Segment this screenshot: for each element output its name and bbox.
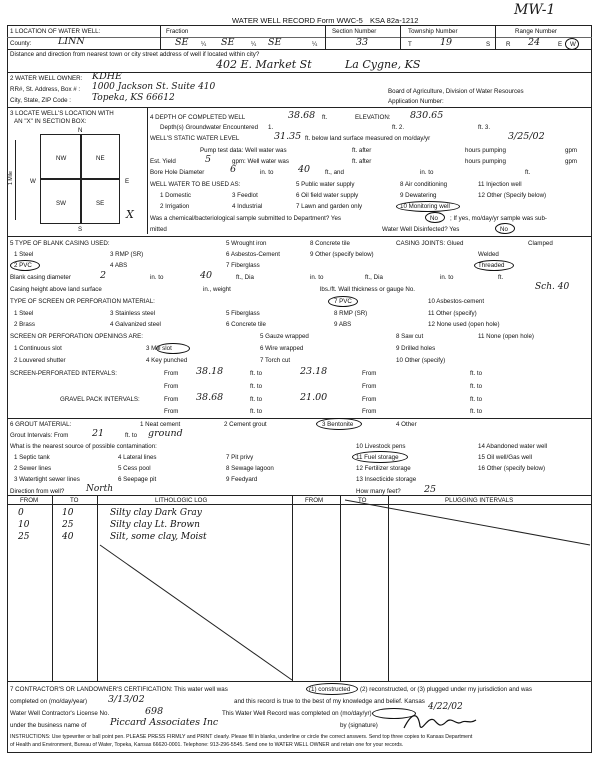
pump-hours: hours pumping xyxy=(465,147,506,154)
dir-label: Direction from well? xyxy=(10,488,65,495)
grout-1: 1 Neat cement xyxy=(140,421,181,428)
open-10: 10 Other (specify) xyxy=(396,357,446,364)
s2-title: 2 WATER WELL OWNER: xyxy=(10,75,83,82)
depth-label: 4 DEPTH OF COMPLETED WELL xyxy=(150,114,246,121)
diam-value: 2 xyxy=(100,270,107,281)
completed-label: completed on (mo/day/year) xyxy=(10,698,88,705)
township-t: T xyxy=(408,41,412,48)
casing-4: 4 ABS xyxy=(110,262,128,269)
screen-1: 1 Steel xyxy=(14,310,34,317)
open-4: 4 Key punched xyxy=(146,357,188,364)
use-7: 7 Lawn and garden only xyxy=(296,203,363,210)
completed-value: 3/13/02 xyxy=(108,694,145,705)
casing-6: 6 Asbestos-Cement xyxy=(226,251,280,258)
casing-5: 5 Wrought iron xyxy=(226,240,267,247)
table-row-from: 25 xyxy=(18,532,30,542)
log-header-from: FROM xyxy=(20,497,39,504)
instructions-line1: INSTRUCTIONS: Use typewriter or ball point pen. PLEASE PRESS FIRMLY and PRINT clearly. Please fill in blanks, underline or circle the correct answers. Send top three copies to Kansas Department xyxy=(10,734,473,740)
contam-15: 15 Oil well/Gas well xyxy=(478,454,532,461)
depth-ft: ft. xyxy=(322,114,328,121)
screen-label: TYPE OF SCREEN OR PERFORATION MATERIAL: xyxy=(10,298,155,305)
table-row-from: 10 xyxy=(18,520,30,530)
bore-ft: ft. xyxy=(525,169,531,176)
diam-ft-dia2: ft., Dia xyxy=(365,274,383,281)
chem-mitted: mitted xyxy=(150,226,167,233)
diam-in-to: in. to xyxy=(150,274,164,281)
range-label: Range Number xyxy=(515,28,557,35)
gp-from-label: From xyxy=(164,396,179,403)
joints-welded: Welded xyxy=(478,251,499,258)
contam-6: 6 Seepage pit xyxy=(118,476,157,483)
cert-constructed: (1) constructed xyxy=(309,686,351,693)
contam-14: 14 Abandoned water well xyxy=(478,443,548,450)
owner-value: KDHE xyxy=(92,71,122,82)
diam-ft-dia: ft., Dia xyxy=(236,274,254,281)
yield-hours: hours pumping xyxy=(465,158,506,165)
location-x: X xyxy=(126,208,134,221)
table-row-desc: Silty clay Dark Gray xyxy=(110,508,202,518)
screen-12: 12 None used (open hole) xyxy=(428,321,500,328)
bore-in-to: in. to xyxy=(260,169,274,176)
signature-icon xyxy=(400,708,480,734)
gp-from-label2: From xyxy=(362,396,377,403)
open-2: 2 Louvered shutter xyxy=(14,357,66,364)
county-label: County: xyxy=(10,40,32,47)
quad-se: SE xyxy=(96,200,105,207)
cert-rest: (2) reconstructed, or (3) plugged under my jurisdiction and was xyxy=(360,686,532,693)
contam-3: 3 Watertight sewer lines xyxy=(14,476,80,483)
gw-label: Depth(s) Groundwater Encountered xyxy=(160,124,259,131)
use-12: 12 Other (Specify below) xyxy=(478,192,547,199)
use-1: 1 Domestic xyxy=(160,192,191,199)
screen-5: 5 Fiberglass xyxy=(226,310,260,317)
yield-gpm: gpm: Well water was xyxy=(232,158,289,165)
license-label: Water Well Contractor's License No. xyxy=(10,710,110,717)
open-11: 11 None (open hole) xyxy=(478,333,534,340)
log-header-plugging: PLUGGING INTERVALS xyxy=(445,497,514,504)
bore-label: Bore Hole Diameter xyxy=(150,169,205,176)
well-city: La Cygne, KS xyxy=(345,58,421,71)
bore-ft-and: ft., and xyxy=(325,169,344,176)
section-value: 33 xyxy=(356,37,369,48)
howmany-label: How many feet? xyxy=(356,488,401,495)
street-value: 1000 Jackson St. Suite 410 xyxy=(92,82,216,92)
screen-8: 8 RMP (SR) xyxy=(334,310,368,317)
form-title: WATER WELL RECORD xyxy=(232,16,316,25)
bore-to: 40 xyxy=(298,164,311,175)
wall-label: lbs./ft. Wall thickness or gauge No. xyxy=(320,286,416,293)
quarter-mark-2: ¼ xyxy=(251,41,257,48)
gauge-value: Sch. 40 xyxy=(535,282,570,292)
s3-title2: AN "X" IN SECTION BOX: xyxy=(14,118,87,125)
static-after: ft. below land surface measured on mo/day/yr xyxy=(305,135,431,142)
gp-ft-to: ft. to xyxy=(250,396,263,403)
spi-from-label4: From xyxy=(362,383,377,390)
grout-2: 2 Cement grout xyxy=(224,421,267,428)
use-label: WELL WATER TO BE USED AS: xyxy=(150,181,241,188)
open-1: 1 Continuous slot xyxy=(14,345,62,352)
range-r: R xyxy=(506,41,511,48)
section-label: Section Number xyxy=(332,28,377,35)
bore-value: 6 xyxy=(230,164,237,175)
log-header-lith: LITHOLOGIC LOG xyxy=(155,497,208,504)
casing-2: 2 PVC xyxy=(14,262,32,269)
contam-5: 5 Cess pool xyxy=(118,465,151,472)
cert-true-text: and this record is true to the best of my knowledge and belief. Kansas xyxy=(234,698,425,705)
log-header-from2: FROM xyxy=(305,497,324,504)
spi-ft-to3: ft. to xyxy=(250,383,263,390)
screen-10: 10 Asbestos-cement xyxy=(428,298,485,305)
compass-n: N xyxy=(78,127,83,134)
gw-2: ft. 2. xyxy=(392,124,405,131)
pump-ft-after: ft. after xyxy=(352,147,372,154)
screen-6: 6 Concrete tile xyxy=(226,321,266,328)
gp-ft-to4: ft. to xyxy=(470,408,483,415)
contam-13: 13 Insecticide storage xyxy=(356,476,417,483)
gp-from: 38.68 xyxy=(196,392,224,403)
pump-gpm: gpm xyxy=(565,147,578,154)
howmany-value: 25 xyxy=(424,484,437,495)
business-value: Piccard Associates Inc xyxy=(110,717,219,728)
spi-ft-to: ft. to xyxy=(250,370,263,377)
use-9: 9 Dewatering xyxy=(400,192,437,199)
contam-11: 11 Fuel storage xyxy=(356,454,399,461)
use-5: 5 Public water supply xyxy=(296,181,355,188)
height-weight: in., weight xyxy=(203,286,231,293)
compass-w: W xyxy=(30,178,36,185)
casing-8: 8 Concrete tile xyxy=(310,240,350,247)
diam-in-to3: in. to xyxy=(440,274,454,281)
gw-1: 1. xyxy=(268,124,274,131)
gi-from: 21 xyxy=(92,428,105,439)
use-6: 6 Oil field water supply xyxy=(296,192,359,199)
gp-label: GRAVEL PACK INTERVALS: xyxy=(60,396,140,403)
quad-nw: NW xyxy=(56,155,67,162)
table-row-to: 10 xyxy=(62,508,74,518)
open-5: 5 Gauze wrapped xyxy=(260,333,309,340)
ksa-number: KSA 82a-1212 xyxy=(370,16,419,25)
joints-threaded: Threaded xyxy=(478,262,505,269)
gp-ft-to2: ft. to xyxy=(470,396,483,403)
contam-10: 10 Livestock pens xyxy=(356,443,406,450)
fraction-2: SE xyxy=(221,37,235,48)
fraction-3: SE xyxy=(268,37,282,48)
depth-value: 38.68 xyxy=(288,110,316,121)
gp-from-label4: From xyxy=(362,408,377,415)
compass-s: S xyxy=(78,226,83,233)
spi-from: 38.18 xyxy=(196,366,224,377)
joints-label: CASING JOINTS: Glued xyxy=(396,240,464,247)
city-label: City, State, ZIP Code : xyxy=(10,97,71,104)
screen-7: 7 PVC xyxy=(334,298,352,305)
casing-1: 1 Steel xyxy=(14,251,34,258)
application-label: Application Number: xyxy=(388,98,444,105)
elev-value: 830.65 xyxy=(410,110,444,121)
casing-9: 9 Other (specify below) xyxy=(310,251,374,258)
well-address: 402 E. Market St xyxy=(216,58,312,71)
gi-label: Grout Intervals: From xyxy=(10,432,69,439)
table-row-desc: Silty clay Lt. Brown xyxy=(110,520,200,530)
joints-clamped: Clamped xyxy=(528,240,553,247)
openings-label: SCREEN OR PERFORATION OPENINGS ARE: xyxy=(10,333,143,340)
signature-label: by (signature) xyxy=(340,722,378,729)
s5-title: 5 TYPE OF BLANK CASING USED: xyxy=(10,240,110,247)
dir-value: North xyxy=(86,484,114,494)
yield-ft-after: ft. after xyxy=(352,158,372,165)
yield-value: 5 xyxy=(205,154,212,165)
chem-no: No xyxy=(430,215,438,222)
board-label: Board of Agriculture, Division of Water Resources xyxy=(388,88,524,95)
bore-in-to2: in. to xyxy=(420,169,434,176)
spi-from-label3: From xyxy=(164,383,179,390)
citystate-value: Topeka, KS 66612 xyxy=(92,93,175,103)
use-8: 8 Air conditioning xyxy=(400,181,448,188)
elev-label: ELEVATION: xyxy=(355,114,391,121)
record-date: 4/22/02 xyxy=(428,702,463,712)
casing-3: 3 RMP (SR) xyxy=(110,251,144,258)
grout-3: 3 Bentonite xyxy=(322,421,354,428)
rr-label: RR#, St. Address, Box # : xyxy=(10,86,81,93)
open-3: 3 Mill slot xyxy=(146,345,172,352)
compass-e: E xyxy=(125,178,130,185)
static-date: 3/25/02 xyxy=(508,131,545,142)
mile-label: 1 Mile xyxy=(8,171,14,185)
table-row-to: 40 xyxy=(62,532,74,542)
quad-ne: NE xyxy=(96,155,105,162)
open-8: 8 Saw cut xyxy=(396,333,424,340)
chem-ifyes: ; If yes, mo/day/yr sample was sub- xyxy=(450,215,547,222)
log-header-to2: TO xyxy=(358,497,367,504)
contam-9: 9 Feedyard xyxy=(226,476,258,483)
range-e: E xyxy=(558,41,563,48)
disinf-no: No xyxy=(500,226,508,233)
contam-16: 16 Other (specify below) xyxy=(478,465,546,472)
use-10: 10 Monitoring well xyxy=(400,203,450,210)
range-w: W xyxy=(570,41,576,48)
chem-label: Was a chemical/bacteriological sample submitted to Department? Yes xyxy=(150,215,341,222)
gi-ft-to: ft. to xyxy=(125,432,138,439)
use-11: 11 Injection well xyxy=(478,181,522,188)
spi-from-label2: From xyxy=(362,370,377,377)
quarter-mark-3: ¼ xyxy=(312,41,318,48)
open-9: 9 Drilled holes xyxy=(396,345,436,352)
contam-8: 8 Sewage lagoon xyxy=(226,465,274,472)
contam-12: 12 Fertilizer storage xyxy=(356,465,411,472)
grout-4: 4 Other xyxy=(396,421,417,428)
table-row-to: 25 xyxy=(62,520,74,530)
range-value: 24 xyxy=(528,37,541,48)
gw-3: ft. 3. xyxy=(478,124,491,131)
quarter-mark-1: ¼ xyxy=(201,41,207,48)
county-value: LINN xyxy=(58,36,85,47)
gp-from-label3: From xyxy=(164,408,179,415)
contam-7: 7 Pit privy xyxy=(226,454,254,461)
s1-title: 1 LOCATION OF WATER WELL: xyxy=(10,28,101,35)
business-label: under the business name of xyxy=(10,722,87,729)
screen-4: 4 Galvanized steel xyxy=(110,321,161,328)
diam-in-to2: in. to xyxy=(310,274,324,281)
contam-4: 4 Lateral lines xyxy=(118,454,157,461)
township-s: S xyxy=(486,41,491,48)
use-4: 4 Industrial xyxy=(232,203,263,210)
height-label: Casing height above land surface xyxy=(10,286,102,293)
license-value: 698 xyxy=(145,706,164,717)
contam-2: 2 Sewer lines xyxy=(14,465,52,472)
disinf-label: Water Well Disinfected? Yes xyxy=(382,226,460,233)
diam-label: Blank casing diameter xyxy=(10,274,71,281)
static-value: 31.35 xyxy=(274,131,302,142)
quad-sw: SW xyxy=(56,200,66,207)
use-3: 3 Feedlot xyxy=(232,192,258,199)
yield-gpm-end: gpm xyxy=(565,158,578,165)
s7-title: 7 CONTRACTOR'S OR LANDOWNER'S CERTIFICATION: This water well was xyxy=(10,686,228,693)
diam-to: 40 xyxy=(200,270,213,281)
screen-3: 3 Stainless steel xyxy=(110,310,156,317)
distance-label: Distance and direction from nearest town or city street address of well if located within city? xyxy=(10,51,260,58)
static-label: WELL'S STATIC WATER LEVEL xyxy=(150,135,240,142)
instructions-line2: of Health and Environment, Bureau of Water, Topeka, Kansas 66620-0001. Telephone: 913-296-5545. Send one to WATER WELL OWNER and retain one for your records. xyxy=(10,742,404,748)
spi-ft-to4: ft. to xyxy=(470,383,483,390)
township-value: 19 xyxy=(440,37,453,48)
contam-label: What is the nearest source of possible contamination: xyxy=(10,443,157,450)
s6-title: 6 GROUT MATERIAL: xyxy=(10,421,72,428)
casing-7: 7 Fiberglass xyxy=(226,262,260,269)
gp-to: 21.00 xyxy=(300,392,328,403)
gi-to: ground xyxy=(148,428,183,439)
open-6: 6 Wire wrapped xyxy=(260,345,304,352)
record-text: This Water Well Record was completed on (mo/day/yr) xyxy=(222,710,372,717)
yield-label: Est. Yield xyxy=(150,158,176,165)
pump-label: Pump test data: Well water was xyxy=(200,147,287,154)
table-row-desc: Silt, some clay, Moist xyxy=(110,532,207,542)
form-number: Form WWC-5 xyxy=(317,16,363,25)
fraction-label: Fraction xyxy=(166,28,189,35)
table-row-from: 0 xyxy=(18,508,24,518)
log-header-to: TO xyxy=(70,497,79,504)
open-7: 7 Torch cut xyxy=(260,357,291,364)
diam-ft: ft. xyxy=(498,274,504,281)
spi-to: 23.18 xyxy=(300,366,328,377)
screen-2: 2 Brass xyxy=(14,321,35,328)
fraction-1: SE xyxy=(175,37,189,48)
spi-ft-to2: ft. to xyxy=(470,370,483,377)
screen-9: 9 ABS xyxy=(334,321,352,328)
constructed-circle xyxy=(306,683,358,695)
spi-label: SCREEN-PERFORATED INTERVALS: xyxy=(10,370,117,377)
township-label: Township Number xyxy=(408,28,458,35)
use-2: 2 Irrigation xyxy=(160,203,190,210)
screen-11: 11 Other (specify) xyxy=(428,310,477,317)
contam-1: 1 Septic tank xyxy=(14,454,50,461)
gp-ft-to3: ft. to xyxy=(250,408,263,415)
mw-annotation: MW-1 xyxy=(514,2,556,18)
s3-title: 3 LOCATE WELL'S LOCATION WITH xyxy=(10,110,114,117)
spi-from-label: From xyxy=(164,370,179,377)
